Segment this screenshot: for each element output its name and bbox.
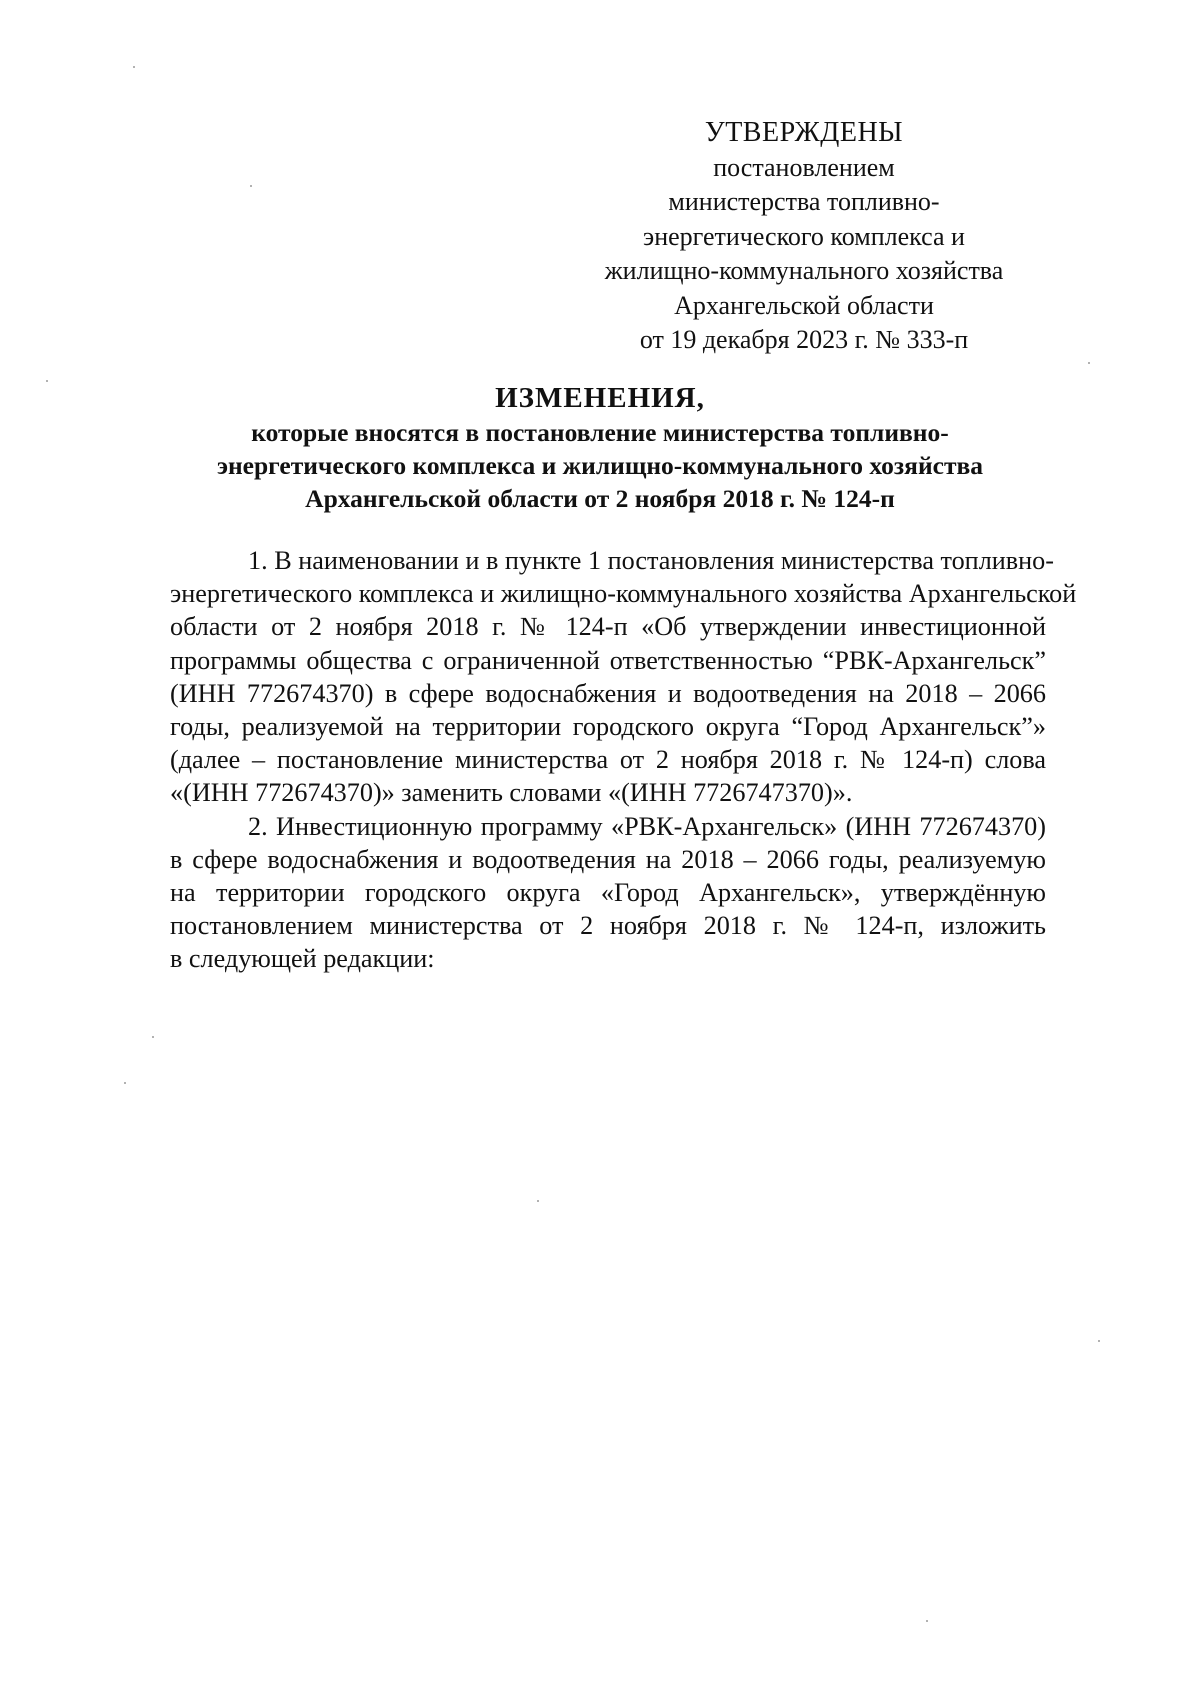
scan-speck xyxy=(1088,362,1090,364)
scan-speck xyxy=(250,185,252,187)
scan-speck xyxy=(926,1620,928,1622)
text-line: в следующей редакции: xyxy=(170,944,435,974)
text-line: (далее – постановление министерства от 2 ноября 2018 г. № 124-п) слова xyxy=(170,745,1046,775)
document-subtitle-line: Архангельской области от 2 ноября 2018 г. № 124-п xyxy=(305,484,895,513)
text-line: области от 2 ноября 2018 г. № 124-п «Об утверждении инвестиционной xyxy=(170,612,1046,642)
document-subtitle-line: энергетического комплекса и жилищно-коммунального хозяйства xyxy=(216,451,984,480)
approval-date-number: от 19 декабря 2023 г. № 333-п xyxy=(639,325,969,354)
paragraph-2 xyxy=(170,810,1046,976)
scan-speck xyxy=(46,380,48,382)
approval-block xyxy=(586,116,1022,358)
text-line: постановлением министерства от 2 ноября 2018 г. № 124-п, изложить xyxy=(170,911,1046,941)
scan-speck xyxy=(124,1082,126,1084)
approval-line: жилищно-коммунального хозяйства xyxy=(604,256,1004,285)
approval-title: УТВЕРЖДЕНЫ xyxy=(704,117,904,148)
text-line: годы, реализуемой на территории городского округа “Город Архангельск”» xyxy=(170,712,1046,742)
text-line: 1. В наименовании и в пункте 1 постановления министерства топливно- xyxy=(248,546,1054,575)
text-line: «(ИНН 772674370)» заменить словами «(ИНН 7726747370)». xyxy=(170,778,853,808)
approval-line: Архангельской области xyxy=(674,290,934,320)
scan-speck xyxy=(133,66,135,68)
document-heading xyxy=(150,380,1050,515)
document-title: ИЗМЕНЕНИЯ, xyxy=(495,382,705,414)
scan-speck xyxy=(537,1200,539,1202)
text-line: в сфере водоснабжения и водоотведения на 2018 – 2066 годы, реализуемую xyxy=(170,844,1046,874)
approval-line: постановлением xyxy=(713,152,895,182)
text-line: (ИНН 772674370) в сфере водоснабжения и водоотведения на 2018 – 2066 xyxy=(170,678,1046,708)
text-line: энергетического комплекса и жилищно-коммунального хозяйства Архангельской xyxy=(170,579,1077,609)
approval-line: энергетического комплекса и xyxy=(643,221,965,251)
text-line: на территории городского округа «Город Архангельск», утверждённую xyxy=(170,878,1046,908)
approval-line: министерства топливно- xyxy=(668,187,940,216)
document-body xyxy=(170,544,1077,976)
scan-speck xyxy=(152,1036,154,1038)
document-subtitle-line: которые вносятся в постановление министерства топливно- xyxy=(251,418,949,447)
text-line: программы общества с ограниченной ответственностью “РВК-Архангельск” xyxy=(170,645,1046,675)
text-line: 2. Инвестиционную программу «РВК-Архангельск» (ИНН 772674370) xyxy=(248,811,1046,841)
paragraph-1 xyxy=(170,544,1077,810)
scan-speck xyxy=(1098,1340,1100,1342)
